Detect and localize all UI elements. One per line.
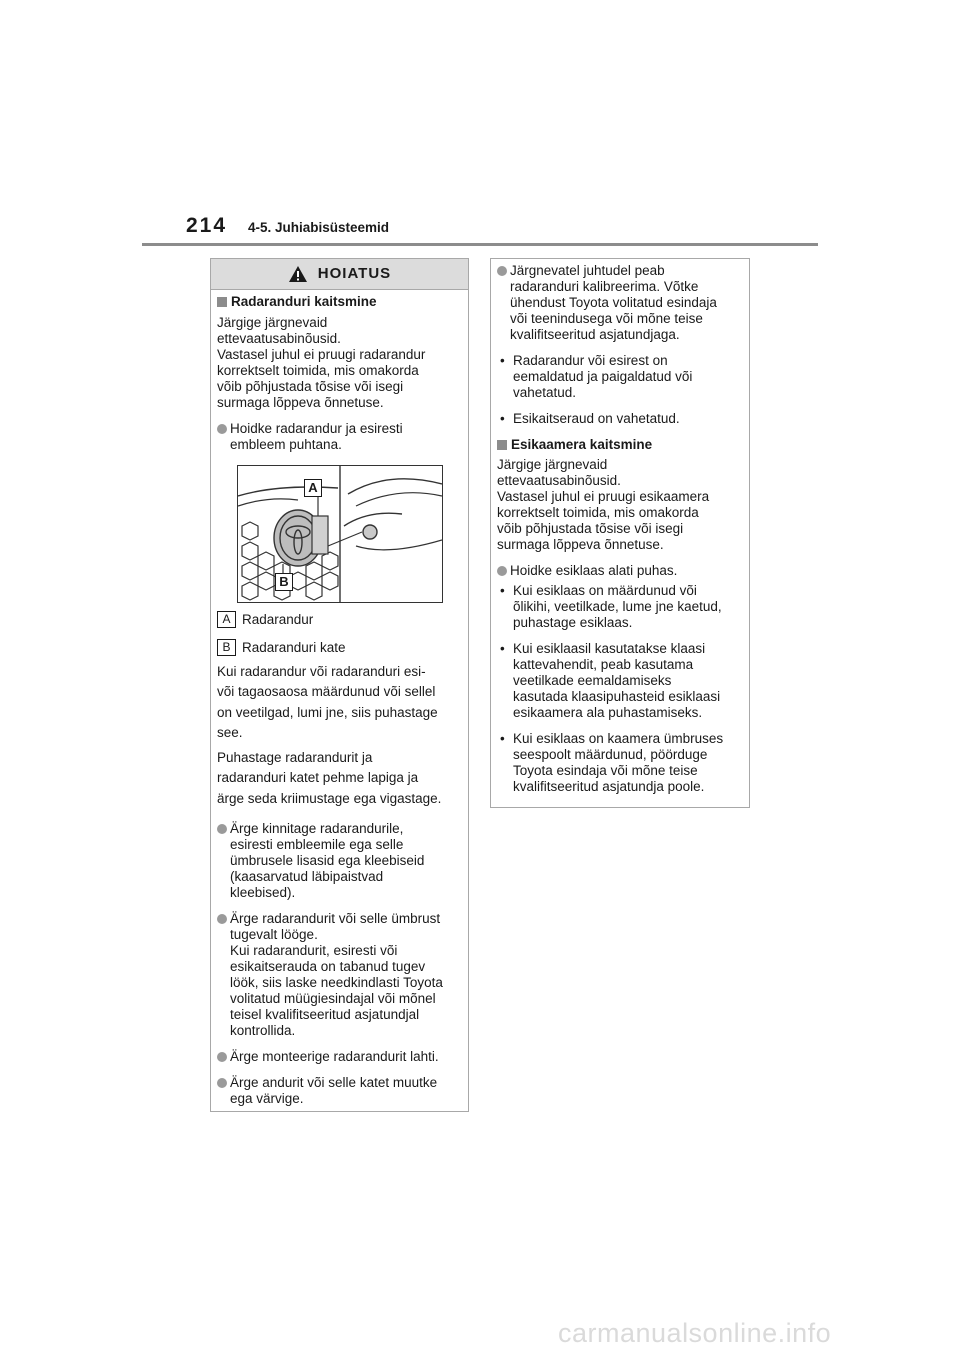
bullet-dot-icon [217,824,227,834]
list-item: • Kui esiklaas on kaamera ümbruses seespoolt määrdunud, pöörduge Toyota esindaja või mõne teise kvalifitseeritud asjatundja poole. [500,731,724,794]
radar-protection-heading: Radaranduri kaitsmine [217,294,462,310]
list-item: Hoidke radarandur ja esiresti embleem puhtana. [217,421,462,453]
bullet-dot-icon [217,1078,227,1088]
page-number: 214 [186,214,228,237]
list-item: • Radarandur või esirest on eemaldatud ja paigaldatud või vahetatud. [500,353,693,400]
list-item: Järgnevatel juhtudel peab radaranduri kalibreerima. Võtke ühendust Toyota volitatud esindaja või teenindusega või mõne teise kvalifitseeritud asjatundjaga. [497,263,743,343]
cleaning-paragraph-1: Kui radarandur või radaranduri esi- või tagaosaosa määrdunud või sellel on veetilgad, lumi jne, siis puhastage see. [217,664,438,740]
warning-box-left [210,258,469,1112]
radar-sensor-illustration [237,465,443,603]
warning-header [211,259,468,290]
camera-intro: Järgige järgnevaid ettevaatusabinõusid. Vastasel juhul ei pruugi esikaamera korrektselt toimida, mis omakorda võib põhjustada tõsise või isegi surmaga lõppeva õnnetuse. [497,457,710,552]
header-divider [142,243,818,246]
legend-a: A Radarandur [217,611,462,628]
legend-b: B Radaranduri kate [217,639,462,656]
bullet-dot-icon [217,424,227,434]
list-item: Hoidke esiklaas alati puhas. [497,563,743,579]
list-item: Ärge kinnitage radarandurile, esiresti embleemile ega selle ümbrusele lisasid ega kleebiseid (kaasarvatud läbipaistvad kleebised). [217,821,462,901]
camera-protection-heading: Esikaamera kaitsmine [497,437,743,453]
watermark: carmanualsonline.info [558,1318,832,1348]
callout-b: B [275,573,293,591]
bullet-dot-icon [497,266,507,276]
section-title: 4-5. Juhiabisüsteemid [248,220,390,235]
list-item: Ärge radarandurit või selle ümbrust tugevalt lööge. Kui radarandurit, esiresti või esikaitserauda on tabanud tugev löök, siis laske needkindlasti Toyota volitatud müügiesindajal või mõnel teisel kvalifitseeritud asjatundjal kontrollida. [217,911,462,1039]
square-bullet-icon [217,297,227,307]
bullet-dot-icon [497,566,507,576]
bullet-dot-icon [217,914,227,924]
warning-title: HOIATUS [317,265,392,282]
cleaning-paragraph-2: Puhastage radarandurit ja radaranduri katet pehme lapiga ja ärge seda kriimustage ega vigastage. [217,750,442,806]
warning-right-content [491,259,749,795]
warning-box-right [490,258,750,808]
bullet-dot-icon [217,1052,227,1062]
radar-intro: Järgige järgnevaid ettevaatusabinõusid. Vastasel juhul ei pruugi radarandur korrektselt toimida, mis omakorda võib põhjustada tõsise või isegi surmaga lõppeva õnnetuse. [217,315,426,410]
callout-a: A [304,479,322,497]
list-item: • Kui esiklaasil kasutatakse klaasi kattevahendit, peab kasutama veetilkade eemaldamiseks kasutada klaasipuhasteid esiklaasi esikaamera ala puhastamiseks. [500,641,721,720]
list-item: • Kui esiklaas on määrdunud või õlikihi, veetilkade, lume jne kaetud, puhastage esiklaas. [500,583,722,630]
warning-left-content [211,290,468,1107]
front-grille-illustration [238,466,442,602]
list-item: Ärge monteerige radarandurit lahti. [217,1049,462,1065]
list-item: • Esikaitseraud on vahetatud. [500,411,680,426]
list-item: Ärge andurit või selle katet muutke ega värvige. [217,1075,462,1107]
warning-triangle-icon [288,265,308,283]
square-bullet-icon [497,440,507,450]
